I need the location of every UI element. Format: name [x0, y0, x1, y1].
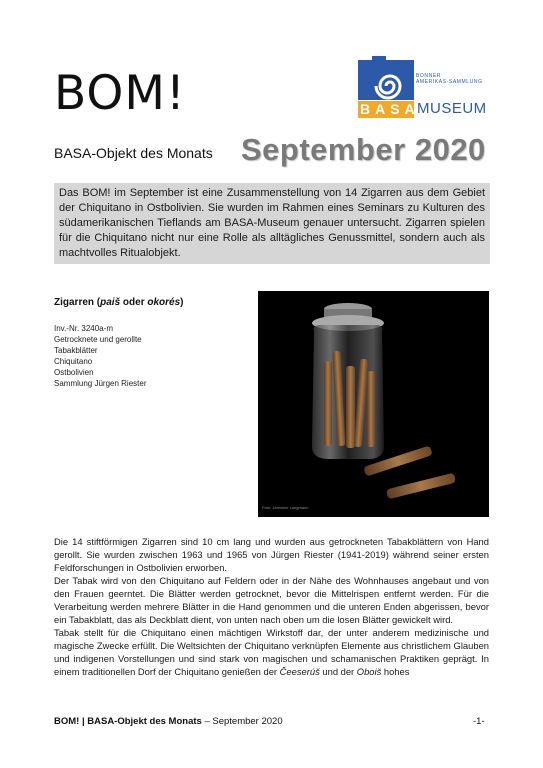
footer-date: – September 2020: [201, 716, 283, 727]
object-detail: Chiquitano: [54, 357, 93, 366]
publication-subtitle: BASA-Objekt des Monats: [54, 145, 213, 161]
object-detail: Inv.-Nr. 3240a-m: [54, 324, 113, 333]
paragraph-text: Tabak stellt für die Chiquitano einen mächtigen Wirkstoff dar, der unter anderem medizinische und magische Zwecke erfüllt. Die Weltsichten der Chiquitano verknüpfen Elemente aus christlichem Glauben und indigenen Vorstellungen und sind stark von magischen und schamanischen Praktiken geprägt. In einem traditionellen Dorf der Chiquitano genießen der: [54, 627, 489, 677]
logo-museum-text: MUSEUM: [417, 100, 487, 117]
object-detail: Ostbolivien: [54, 368, 94, 377]
term: Oboiš: [356, 666, 382, 677]
object-name-1: paiš: [100, 297, 121, 308]
logo-line-2: AMERIKAS-SAMMLUNG: [416, 79, 483, 85]
logo-caption: [416, 73, 483, 85]
logo-line-1: BONNER: [416, 73, 441, 79]
object-title: [54, 297, 184, 308]
object-title-suffix: ): [180, 297, 184, 308]
object-details: [54, 323, 146, 389]
intro-text: Das BOM! im September ist eine Zusammenstellung von 14 Zigarren aus dem Gebiet der Chiquitano in Ostbolivien. Sie wurden im Rahmen eines Seminars zu Kulturen des südamerikanischen Tieflands am BASA-Museum genauer untersucht. Zigarren spielen für die Chiquitano nicht nur eine Rolle als alltägliches Genussmittel, sondern auch als machtvolles Ritualobjekt.: [59, 187, 485, 259]
article-body: [54, 535, 489, 678]
object-detail: Tabakblätter: [54, 346, 98, 355]
object-photo: [258, 291, 489, 517]
issue-month: September 2020: [241, 132, 486, 167]
object-detail: Getrocknete und gerollte: [54, 335, 142, 344]
paragraph: Die 14 stiftförmigen Zigarren sind 10 cm lang und wurden aus getrockneten Tabakblättern von Hand gerollt. Sie wurden zwischen 1963 und 1965 von Jürgen Riester (1941-2019) während seiner ersten Feldforschungen in Ostbolivien erworben.: [54, 536, 489, 573]
paragraph-text: hohes: [381, 666, 410, 677]
logo-basa-text: BASA: [360, 101, 420, 117]
object-detail: Sammlung Jürgen Riester: [54, 379, 147, 388]
page-footer: [54, 716, 283, 727]
object-title-prefix: Zigarren (: [54, 297, 101, 308]
object-title-connector: oder: [120, 297, 148, 308]
logo-basa-block: [358, 101, 420, 118]
object-name-2: okorés: [147, 297, 181, 308]
photo-credit: Foto: Jeannine Langmann: [262, 505, 309, 510]
paragraph: [54, 626, 489, 678]
page-number: -1-: [473, 716, 485, 727]
publication-title: BOM!: [54, 66, 186, 121]
paragraph: Der Tabak wird von den Chiquitano auf Feldern oder in der Nähe des Wohnhauses angebaut und von den Frauen geerntet. Die Blätter werden getrocknet, bevor die Mittelrispen entfernt werden. Für die Verarbeitung werden mehrere Blätter in die Hand genommen und die unteren Enden abgerissen, bevor ein Tabakblatt, das als Deckblatt dient, von unten nach oben um die losen Blätter gewickelt wird.: [54, 575, 489, 625]
cigar-jar-photo-icon: [258, 291, 489, 517]
term: Čeeserúš: [279, 666, 320, 677]
paragraph-text: und der: [319, 666, 357, 677]
footer-title: BOM! | BASA-Objekt des Monats: [54, 716, 202, 727]
